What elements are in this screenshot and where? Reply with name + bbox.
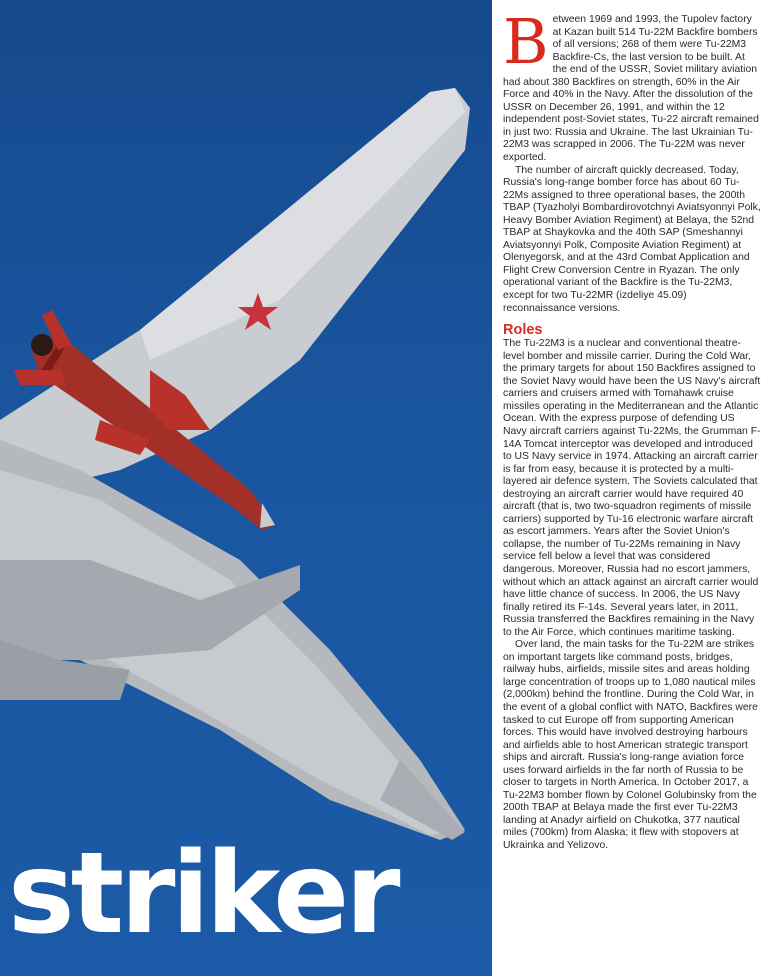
article-column <box>503 5 761 853</box>
headline: striker <box>8 829 397 959</box>
paragraph: Over land, the main tasks for the Tu-22M are strikes on important targets like command posts, bridges, railway hubs, airfields, missile sites and areas holding large concentration of troops up to 1,080 nautical miles (2,000km) behind the frontline. During the Cold War, in the event of a global conflict with NATO, Backfires were tasked to cut Europe off from supporting American forces. This would have involved destroying harbours and airfields able to host American strategic transport ships and aircraft. Russia's long-range aviation force uses forward airfields in the far north of Russia to be closer to targets in North America. In October 2017, a Tu-22M3 bomber flown by Colonel Golubinsky from the 200th TBAP at Belaya made the first ever Tu-22M3 landing at Anadyr airfield on Chukotka, 377 nautical miles (700km) from Alaska; it flew with stopovers at Ukrainka and Yelizovo. <box>503 639 758 851</box>
paragraph-text: etween 1969 and 1993, the Tupolev factory at Kazan built 514 Tu-22M Backfire bombers of all versions; 268 of them were Tu-22M3 Backfire-Cs, the last version to be built. At the end of the USSR, Soviet military aviation had about 380 Backfires on strength, 60% in the Air Force and 40% in the Navy. After the dissolution of the USSR on December 26, 1991, and within the 12 independent post-Soviet states, Tu-22 aircraft remained in just two: Russia and Ukraine. The last Ukrainian Tu-22M3 was scrapped in 2006. The Tu-22M was never exported. <box>503 14 759 164</box>
drop-cap: B <box>503 5 549 78</box>
paragraph: The Tu-22M3 is a nuclear and conventional theatre-level bomber and missile carrier. During the Cold War, the primary targets for about 150 Backfires assigned to the Soviet Navy would have been the US Navy's aircraft carriers and cruisers armed with Tomahawk cruise missiles operating in the Mediterranean and the Atlantic Ocean. With the express purpose of defending US Navy aircraft carriers against Tu-22Ms, the Grumman F-14A Tomcat interceptor was developed and introduced to US Navy service in 1974. Attacking an aircraft carrier is far from easy, because it is protected by a multi-layered air defence system. The Soviets calculated that destroying an aircraft carrier would have required 40 aircraft (that is, two two-squadron regiments of missile carriers) supported by Tu-16 electronic warfare aircraft as escort jammers. Years after the Soviet Union's collapse, the number of Tu-22Ms remaining in Navy service fell below a level that was considered dangerous. Moreover, Russia had no escort jammers, without which an attack against an aircraft carrier would have little chance of success. In 2006, the US Navy finally retired its F-14s. Several years later, in 2011, Russia transferred the Backfires remaining in the Navy to the Air Force, which continues maritime tasking. <box>503 338 761 638</box>
paragraph: The number of aircraft quickly decreased. Today, Russia's long-range bomber force has about 60 Tu-22Ms assigned to three operational bases, the 200th TBAP (Tyazholyi Bombardirovotchnyi Aviatsyonnyi Polk, Heavy Bomber Aviation Regiment) at Belaya, the 52nd TBAP at Shaykovka and the 40th SAP (Smeshannyi Aviatsyonnyi Polk, Composite Aviation Regiment) at Olenyegorsk, and at the 43rd Combat Application and Flight Crew Conversion Centre in Ryazan. The only operational variant of the Backfire is the Tu-22M3, except for two Tu-22MR (izdeliye 45.09) reconnaissance versions. <box>503 164 761 314</box>
paragraph <box>503 5 761 165</box>
subheading-roles: Roles <box>503 322 543 339</box>
